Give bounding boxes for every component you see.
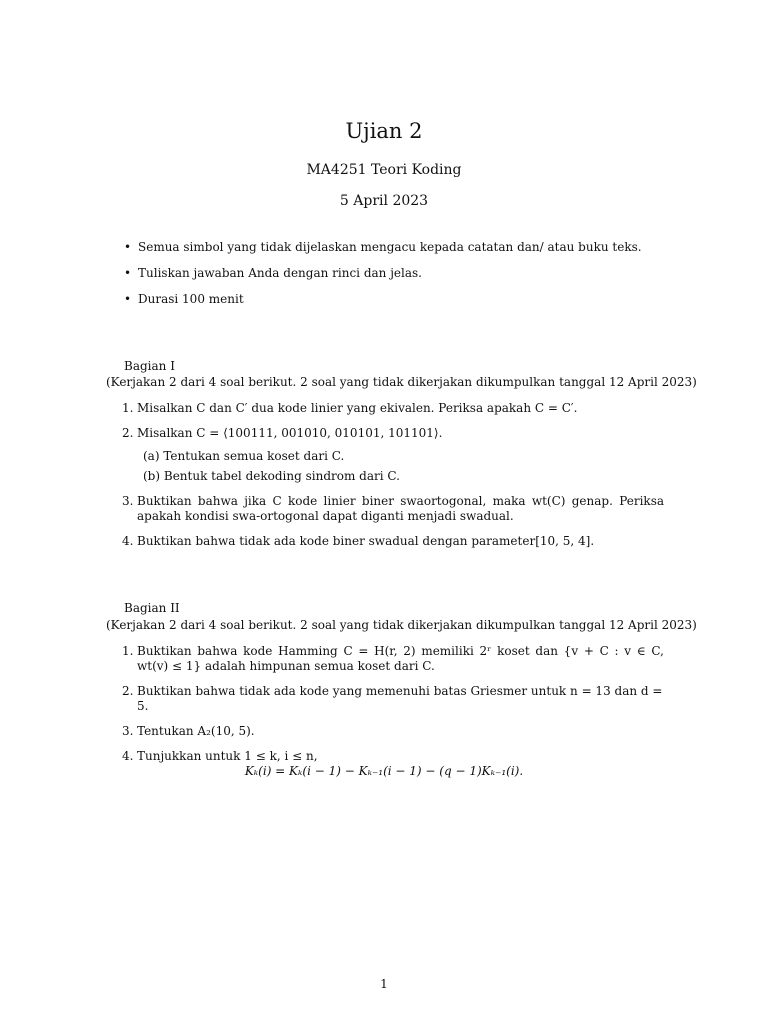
question-number: 3. <box>122 724 134 738</box>
question-text: Misalkan C dan C′ dua kode linier yang ekivalen. Periksa apakah C = C′. <box>137 401 578 415</box>
instructions-list <box>124 240 642 318</box>
course-name: MA4251 Teori Koding <box>306 162 462 178</box>
subquestion-item <box>143 469 664 484</box>
section-1-heading: Bagian I <box>124 359 175 373</box>
question-number: 1. <box>122 644 134 658</box>
subquestion-label: (b) <box>143 469 161 483</box>
question-item <box>122 534 664 549</box>
question-text: Tunjukkan untuk 1 ≤ k, i ≤ n, <box>137 749 318 763</box>
subquestion-text: Bentuk tabel dekoding sindrom dari C. <box>163 469 400 483</box>
instruction-item: • Tuliskan jawaban Anda dengan rinci dan jelas. <box>124 266 642 292</box>
section-1-questions <box>122 401 664 559</box>
question-text: Buktikan bahwa jika C kode linier biner swaortogonal, maka wt(C) genap. Periksa apakah kondisi swa-ortogonal dapat diganti menjadi swadual. <box>137 494 664 523</box>
recurrence-equation: Kₖ(i) = Kₖ(i − 1) − Kₖ₋₁(i − 1) − (q − 1)Kₖ₋₁(i). <box>244 764 524 778</box>
subquestion-item <box>143 449 664 464</box>
question-number: 2. <box>122 684 134 698</box>
question-text: Buktikan bahwa kode Hamming C = H(r, 2) memiliki 2ʳ koset dan {v + C : v ∈ C, wt(v) ≤ 1} adalah himpunan semua koset dari C. <box>137 644 664 673</box>
exam-date: 5 April 2023 <box>339 193 429 209</box>
section-2-heading: Bagian II <box>124 601 180 615</box>
question-number: 1. <box>122 401 134 415</box>
question-number: 4. <box>122 534 134 548</box>
question-text: Misalkan C = ⟨100111, 001010, 010101, 101101⟩. <box>137 426 443 440</box>
question-item <box>122 494 664 524</box>
question-item <box>122 724 664 739</box>
question-item <box>122 749 664 764</box>
subquestion-label: (a) <box>143 449 160 463</box>
question-number: 4. <box>122 749 134 763</box>
instruction-item: • Durasi 100 menit <box>124 292 642 318</box>
exam-title: Ujian 2 <box>345 119 423 143</box>
instruction-item: • Semua simbol yang tidak dijelaskan mengacu kepada catatan dan/ atau buku teks. <box>124 240 642 266</box>
question-number: 3. <box>122 494 134 508</box>
question-text: Tentukan A₂(10, 5). <box>137 724 255 738</box>
subquestion-text: Tentukan semua koset dari C. <box>163 449 345 463</box>
question-text: Buktikan bahwa tidak ada kode yang memenuhi batas Griesmer untuk n = 13 dan d = 5. <box>137 684 663 713</box>
question-item <box>122 426 664 484</box>
question-item <box>122 644 664 674</box>
question-item <box>122 684 664 714</box>
question-number: 2. <box>122 426 134 440</box>
section-2-questions <box>122 644 664 774</box>
question-item <box>122 401 664 416</box>
section-1-instruction: (Kerjakan 2 dari 4 soal berikut. 2 soal yang tidak dikerjakan dikumpulkan tanggal 12 April 2023) <box>106 375 697 389</box>
page-number: 1 <box>380 977 388 991</box>
question-text: Buktikan bahwa tidak ada kode biner swadual dengan parameter[10, 5, 4]. <box>137 534 595 548</box>
section-2-instruction: (Kerjakan 2 dari 4 soal berikut. 2 soal yang tidak dikerjakan dikumpulkan tanggal 12 April 2023) <box>106 618 697 632</box>
subquestion-list <box>143 449 664 484</box>
